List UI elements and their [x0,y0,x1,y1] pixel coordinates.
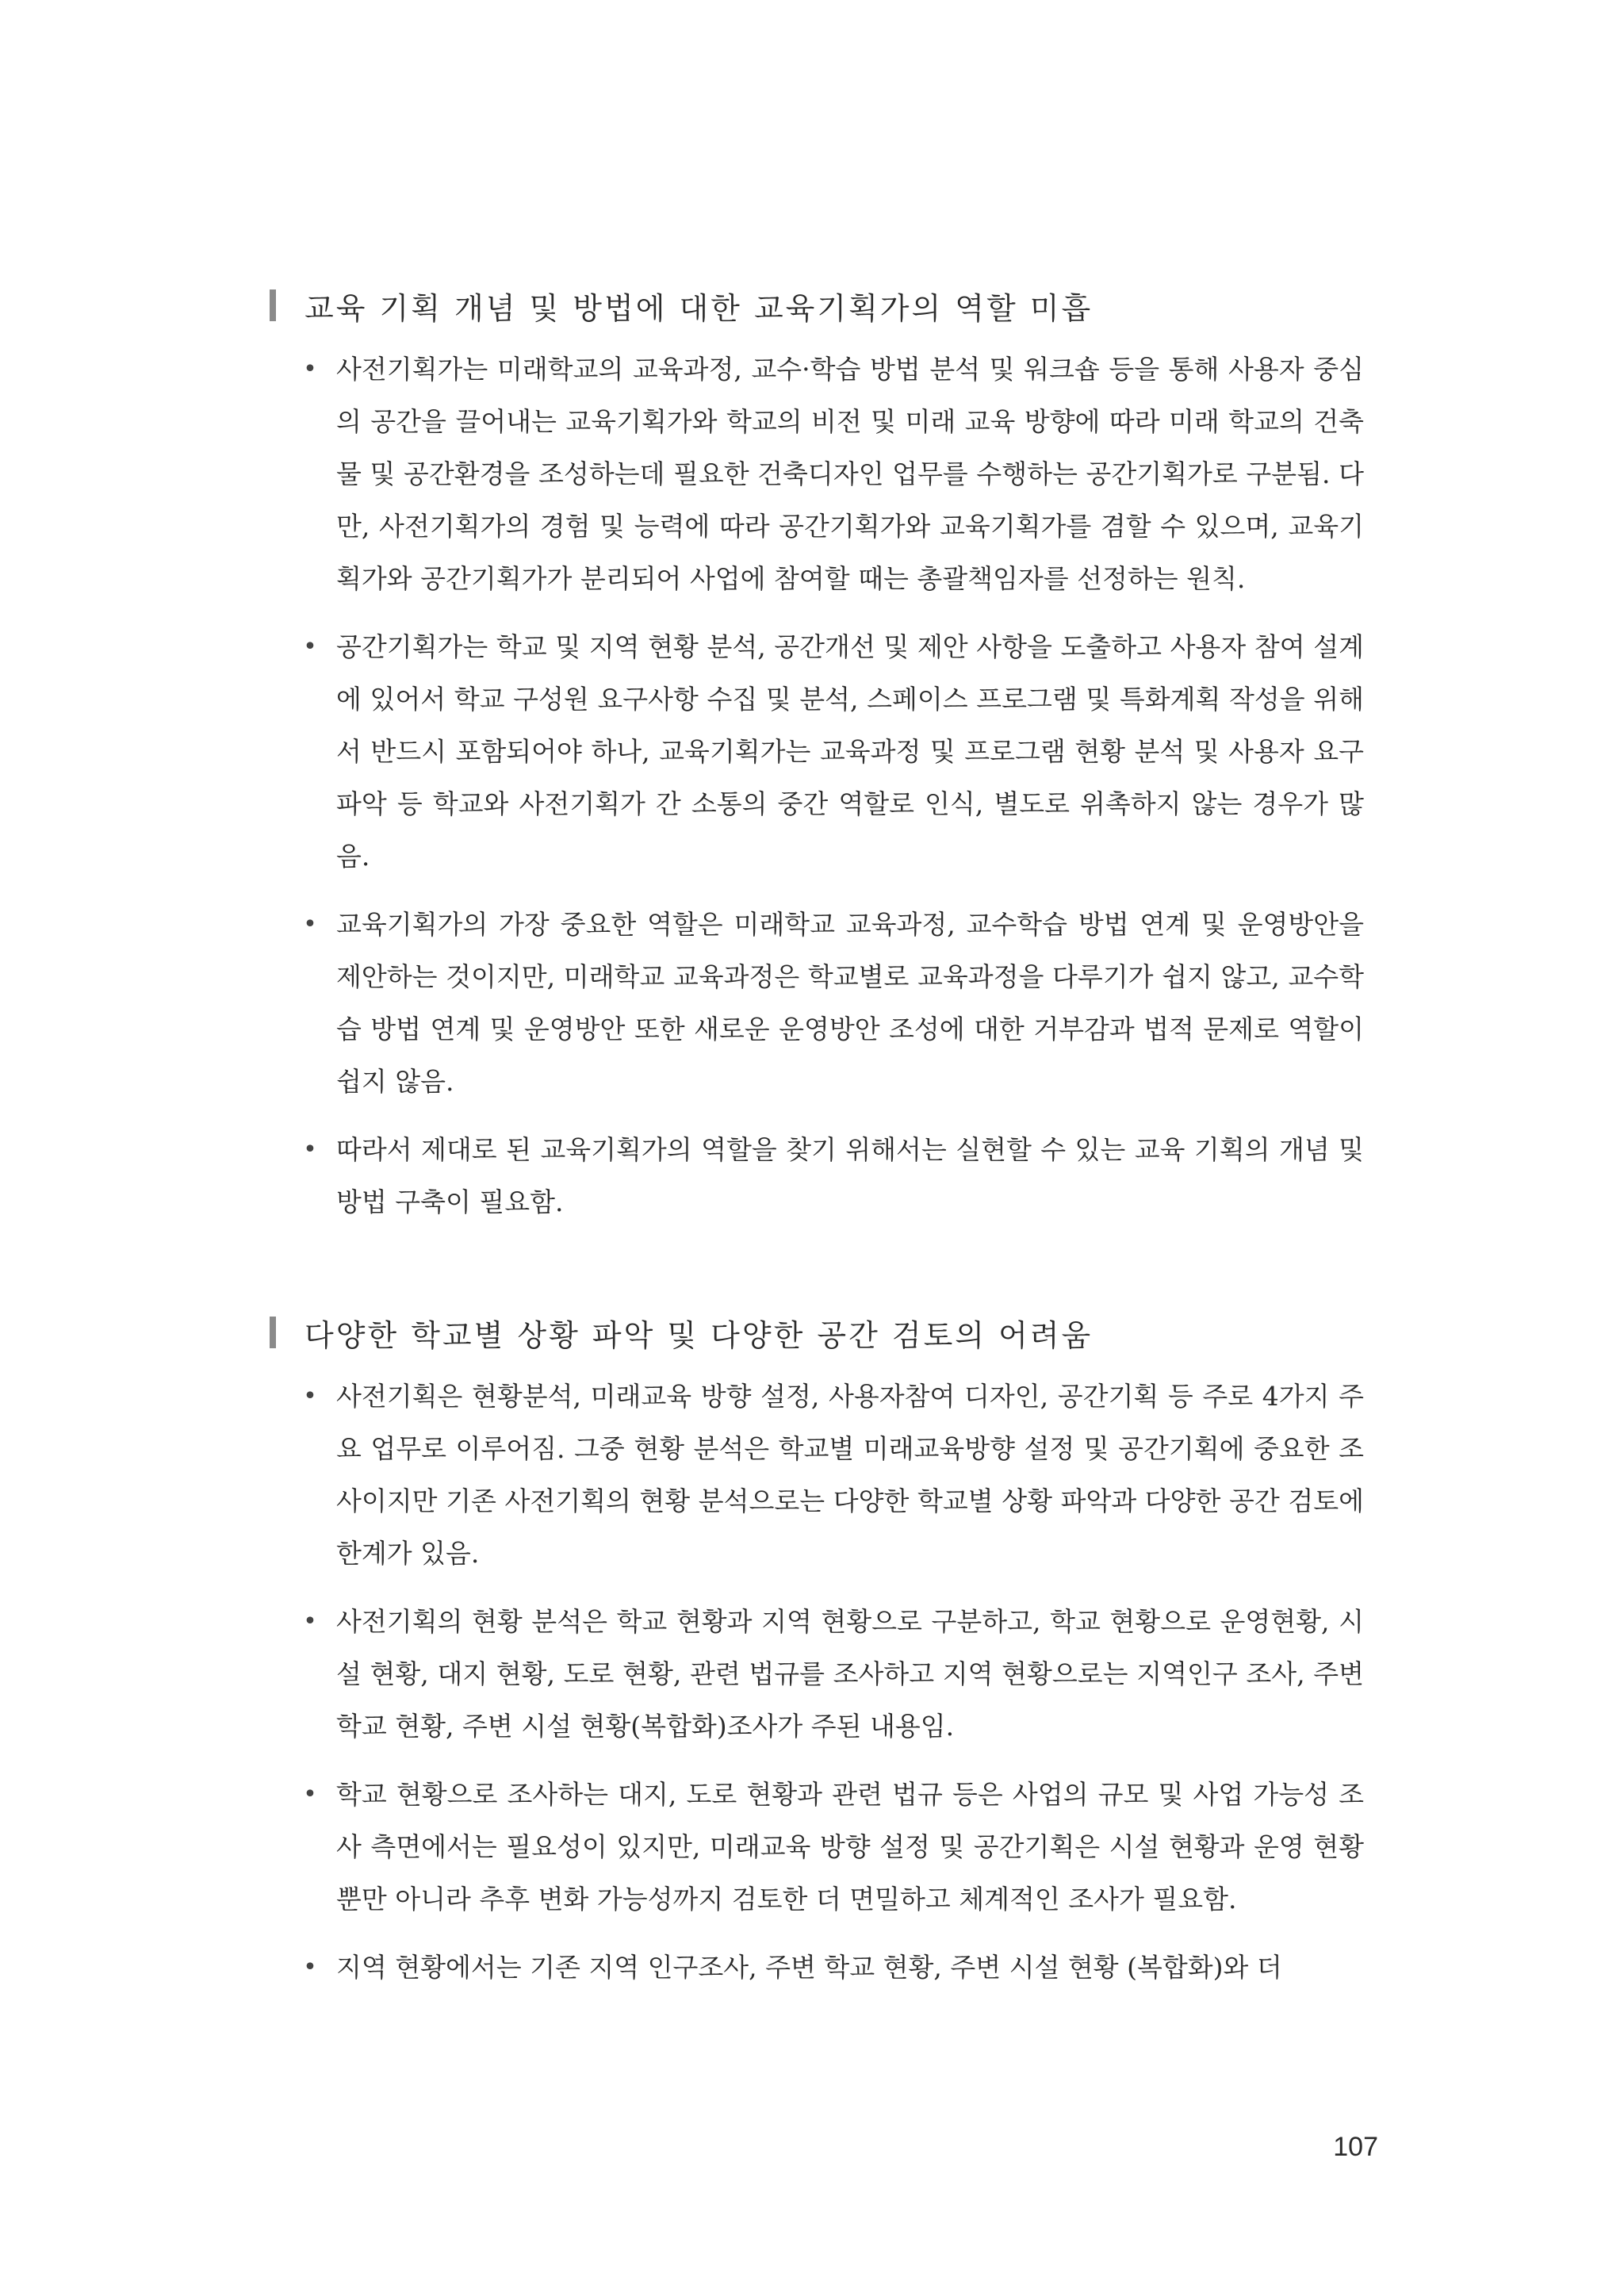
bullet-item [270,1941,1364,1994]
section-heading [270,282,1380,329]
bullet-text: 따라서 제대로 된 교육기획가의 역할을 찾기 위해서는 실현할 수 있는 교육 기획의 개념 및 방법 구축이 필요함. [336,1134,1364,1217]
bullet-icon: • [303,633,317,661]
bullet-icon: • [303,1136,317,1163]
section-heading-text: 교육 기획 개념 및 방법에 대한 교육기획가의 역할 미흡 [304,290,1094,326]
section-heading [270,1309,1380,1356]
bullet-icon: • [303,1780,317,1808]
bullet-text: 학교 현황으로 조사하는 대지, 도로 현황과 관련 법규 등은 사업의 규모 및 사업 가능성 조사 측면에서는 필요성이 있지만, 미래교육 방향 설정 및 공간기획은 시설 현황과 운영 현황뿐만 아니라 추후 변화 가능성까지 검토한 더 면밀하고 체계적인 조사가 필요함. [336,1779,1364,1915]
page-number: 107 [1333,2132,1378,2162]
section-education-planning [270,282,1380,1244]
bullet-text: 지역 현황에서는 기존 지역 인구조사, 주변 학교 현황, 주변 시설 현황 (복합화)와 더 [336,1952,1282,1983]
bullet-item [270,899,1364,1108]
bullet-item [270,1769,1364,1926]
bullet-text: 사전기획은 현황분석, 미래교육 방향 설정, 사용자참여 디자인, 공간기획 등 주로 4가지 주요 업무로 이루어짐. 그중 현황 분석은 학교별 미래교육방향 설정 및 공간기획에 중요한 조사이지만 기존 사전기획의 현황 분석으로는 다양한 학교별 상황 파악과 다양한 공간 검토에 한계가 있음. [336,1381,1364,1569]
bullet-item [270,343,1364,605]
bullet-icon: • [303,1382,317,1410]
bullet-icon: • [303,910,317,938]
bullet-icon: • [303,1953,317,1981]
bullet-item [270,1370,1364,1580]
bullet-item [270,1124,1364,1228]
bullet-icon: • [303,355,317,383]
bullet-text: 교육기획가의 가장 중요한 역할은 미래학교 교육과정, 교수학습 방법 연계 및 운영방안을 제안하는 것이지만, 미래학교 교육과정은 학교별로 교육과정을 다루기가 쉽지 않고, 교수학습 방법 연계 및 운영방안 또한 새로운 운영방안 조성에 대한 거부감과 법적 문제로 역할이 쉽지 않음. [336,909,1364,1097]
bullet-list [270,1370,1380,1994]
section-heading-text: 다양한 학교별 상황 파악 및 다양한 공간 검토의 어려움 [304,1317,1094,1353]
heading-bar-marker [270,1317,276,1348]
bullet-text: 공간기획가는 학교 및 지역 현황 분석, 공간개선 및 제안 사항을 도출하고 사용자 참여 설계에 있어서 학교 구성원 요구사항 수집 및 분석, 스페이스 프로그램 및 특화계획 작성을 위해서 반드시 포함되어야 하나, 교육기획가는 교육과정 및 프로그램 현황 분석 및 사용자 요구 파악 등 학교와 사전기획가 간 소통의 중간 역할로 인식, 별도로 위촉하지 않는 경우가 많음. [336,631,1364,872]
bullet-item [270,1596,1364,1753]
bullet-list [270,343,1380,1228]
heading-bar-marker [270,289,276,321]
bullet-item [270,621,1364,883]
bullet-text: 사전기획의 현황 분석은 학교 현황과 지역 현황으로 구분하고, 학교 현황으로 운영현황, 시설 현황, 대지 현황, 도로 현황, 관련 법규를 조사하고 지역 현황으로는 지역인구 조사, 주변 학교 현황, 주변 시설 현황(복합화)조사가 주된 내용임. [336,1606,1364,1742]
bullet-icon: • [303,1608,317,1635]
bullet-text: 사전기획가는 미래학교의 교육과정, 교수·학습 방법 분석 및 워크숍 등을 통해 사용자 중심의 공간을 끌어내는 교육기획가와 학교의 비전 및 미래 교육 방향에 따라 미래 학교의 건축물 및 공간환경을 조성하는데 필요한 건축디자인 업무를 수행하는 공간기획가로 구분됨. 다만, 사전기획가의 경험 및 능력에 따라 공간기획가와 교육기획가를 겸할 수 있으며, 교육기획가와 공간기획가가 분리되어 사업에 참여할 때는 총괄책임자를 선정하는 원칙. [336,354,1364,594]
section-school-analysis [270,1309,1380,2010]
